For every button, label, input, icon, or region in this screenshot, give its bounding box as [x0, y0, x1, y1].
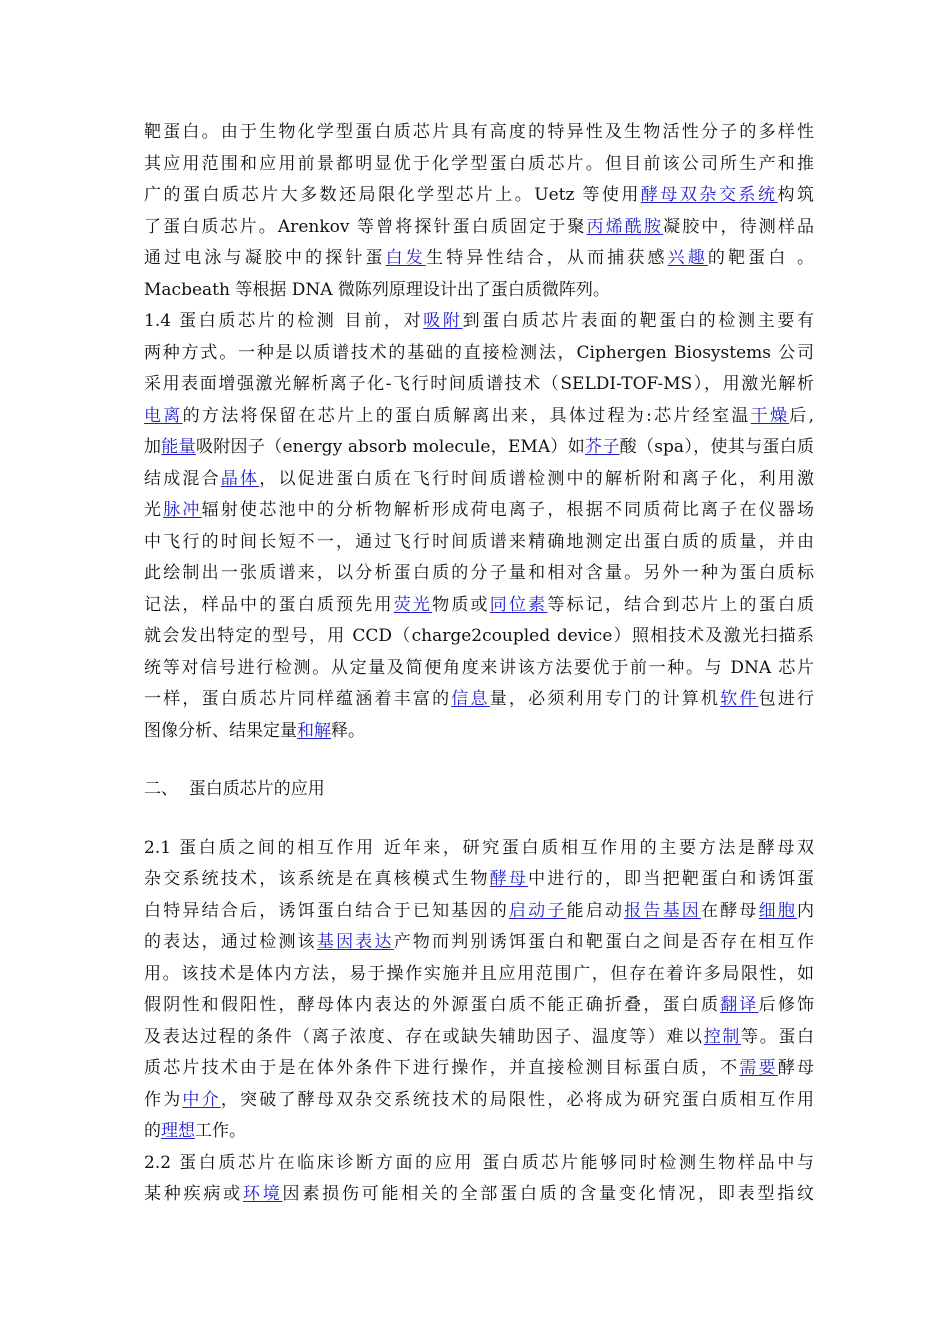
text-segment: 及表达过程的条件（离子浓度、存在或缺失辅助因子、温度等）难以	[144, 1026, 704, 1047]
text-line	[144, 117, 814, 149]
text-line	[144, 558, 814, 590]
text-segment: 后,	[789, 405, 815, 426]
text-segment: 中进行的，即当把靶蛋白和诱饵蛋	[528, 869, 815, 889]
text-line	[144, 275, 814, 307]
text-line	[144, 990, 814, 1022]
text-segment: 统等对信号进行检测。从定量及简便角度来讲该方法要优于前一种。与 DNA 芯片	[144, 657, 814, 678]
inline-link[interactable]: 晶体	[220, 468, 260, 489]
text-line	[144, 590, 814, 622]
text-line	[144, 896, 814, 928]
text-segment: ，突破了酵母双杂交系统技术的局限性，必将成为研究蛋白质相互作用	[220, 1089, 815, 1110]
text-line	[144, 527, 814, 559]
text-line	[144, 495, 814, 527]
text-line	[144, 621, 814, 653]
text-segment: 作为	[144, 1089, 183, 1110]
text-line	[144, 653, 814, 685]
text-line	[144, 1085, 814, 1117]
text-segment: 中飞行的时间长短不一，通过飞行时间质谱来精确地测定出蛋白质的质量，并由	[144, 531, 814, 552]
inline-link[interactable]: 需要	[739, 1058, 778, 1078]
text-segment: 辐射使芯池中的分析物解析形成荷电离子，根据不同质荷比离子在仪器场	[201, 500, 815, 520]
text-segment: 结成混合	[144, 468, 221, 489]
inline-link[interactable]: 丙烯酰胺	[586, 216, 664, 237]
inline-link[interactable]: 吸附	[423, 311, 463, 331]
text-segment: 1.4 蛋白质芯片的检测 目前，对	[144, 311, 424, 331]
text-segment: 2.1 蛋白质之间的相互作用 近年来，研究蛋白质相互作用的主要方法是酵母双	[144, 837, 814, 858]
text-segment: 的靶蛋白 。	[707, 248, 815, 268]
inline-link[interactable]: 细胞	[758, 900, 798, 921]
text-segment: Macbeath 等根据 DNA 微陈列原理设计出了蛋白质微阵列。	[144, 279, 610, 300]
inline-link[interactable]: 启动子	[508, 900, 567, 921]
inline-link[interactable]: 信息	[451, 689, 490, 709]
inline-link[interactable]: 报告基因	[624, 900, 701, 921]
inline-link[interactable]: 兴趣	[667, 248, 708, 268]
text-line	[144, 149, 814, 181]
text-segment: 2.2 蛋白质芯片在临床诊断方面的应用 蛋白质芯片能够同时检测生物样品中与	[144, 1152, 814, 1173]
text-segment: 就会发出特定的型号，用 CCD（charge2coupled device）照相技术及激光扫描系	[144, 626, 814, 646]
text-segment: 内	[797, 900, 815, 921]
text-line	[144, 1053, 814, 1085]
text-line	[144, 684, 814, 716]
text-segment: 靶蛋白。由于生物化学型蛋白质芯片具有高度的特异性及生物活性分子的多样性	[144, 122, 814, 142]
inline-link[interactable]: 酵母	[489, 869, 529, 889]
text-line	[144, 1022, 814, 1054]
text-segment: 凝胶中，待测样品	[663, 216, 815, 237]
blank-line	[144, 747, 814, 774]
text-line	[144, 369, 814, 401]
text-line	[144, 243, 814, 275]
text-segment: 因素损伤可能相关的全部蛋白质的含量变化情况，即表型指纹	[282, 1184, 815, 1204]
blank-line	[144, 806, 814, 833]
text-line	[144, 716, 814, 748]
inline-link[interactable]: 环境	[242, 1184, 283, 1204]
text-segment: 构筑	[777, 185, 814, 205]
inline-link[interactable]: 控制	[703, 1026, 742, 1047]
inline-link[interactable]: 荧光	[393, 594, 433, 615]
text-segment: 的	[144, 1121, 161, 1141]
inline-link[interactable]: 电离	[144, 405, 183, 426]
inline-link[interactable]: 基因表达	[316, 932, 394, 952]
text-line	[144, 774, 814, 806]
text-segment: 记法，样品中的蛋白质预先用	[144, 594, 394, 615]
text-segment: 量，必须利用专门的计算机	[489, 689, 721, 709]
inline-link[interactable]: 软件	[720, 689, 759, 709]
text-line	[144, 306, 814, 338]
inline-link[interactable]: 芥子	[585, 437, 620, 457]
inline-link[interactable]: 中介	[182, 1089, 221, 1110]
text-segment: 吸附因子（energy absorb molecule，EMA）如	[195, 437, 586, 457]
inline-link[interactable]: 同位素	[489, 594, 548, 615]
text-segment: 能启动	[566, 900, 625, 921]
text-line	[144, 432, 814, 464]
text-line	[144, 1148, 814, 1180]
text-line	[144, 1179, 814, 1211]
text-segment: 在酵母	[701, 900, 759, 921]
text-segment: 包进行	[758, 689, 815, 709]
text-line	[144, 833, 814, 865]
text-segment: 此绘制出一张质谱来，以分析蛋白质的分子量和相对含量。另外一种为蛋白质标	[144, 563, 814, 583]
text-segment: 用。该技术是体内方法，易于操作实施并且应用范围广，但存在着许多局限性，如	[144, 963, 814, 984]
text-line	[144, 927, 814, 959]
inline-link[interactable]: 脉冲	[163, 500, 202, 520]
text-segment: 生特异性结合，从而捕获感	[425, 248, 668, 268]
text-segment: 物质或	[432, 594, 490, 615]
text-segment: 通过电泳与凝胶中的探针蛋	[144, 248, 386, 268]
text-segment: 酸（spa），使其与蛋白质	[619, 437, 815, 457]
text-segment: 假阴性和假阳性，酵母体内表达的外源蛋白质不能正确折叠，蛋白质	[144, 995, 721, 1015]
text-segment: 产物而判别诱饵蛋白和靶蛋白之间是否存在相互作	[393, 932, 815, 952]
text-segment: 两种方式。一种是以质谱技术的基础的直接检测法，Ciphergen Biosystems 公司	[144, 342, 814, 363]
text-line	[144, 464, 814, 496]
inline-link[interactable]: 翻译	[720, 995, 759, 1015]
text-segment: 其应用范围和应用前景都明显优于化学型蛋白质芯片。但目前该公司所生产和推	[144, 153, 814, 174]
text-segment: 的表达，通过检测该	[144, 932, 317, 952]
text-segment: 图像分析、结果定量	[144, 720, 297, 741]
inline-link[interactable]: 酵母双杂交系统	[640, 185, 778, 205]
inline-link[interactable]: 干燥	[750, 405, 790, 426]
text-segment: 后修饰	[758, 995, 815, 1015]
text-segment: 酵母	[777, 1058, 815, 1078]
inline-link[interactable]: 和解	[297, 720, 331, 741]
text-line	[144, 401, 814, 433]
text-segment: 杂交系统技术，该系统是在真核模式生物	[144, 869, 490, 889]
text-segment: 释。	[331, 720, 365, 741]
text-segment: 质芯片技术由于是在体外条件下进行操作，并直接检测目标蛋白质，不	[144, 1058, 740, 1078]
inline-link[interactable]: 能量	[161, 437, 196, 457]
inline-link[interactable]: 理想	[161, 1121, 195, 1141]
text-segment: 工作。	[195, 1121, 246, 1141]
inline-link[interactable]: 白发	[385, 248, 426, 268]
text-segment: 到蛋白质芯片表面的靶蛋白的检测主要有	[462, 311, 815, 331]
text-segment: ，以促进蛋白质在飞行时间质谱检测中的解析附和离子化，利用激	[259, 468, 815, 489]
text-line	[144, 959, 814, 991]
text-segment: 广的蛋白质芯片大多数还局限化学型芯片上。Uetz 等使用	[144, 185, 641, 205]
document-body	[144, 117, 814, 1211]
text-line	[144, 338, 814, 370]
text-segment: 等。蛋白	[741, 1026, 815, 1047]
text-line	[144, 212, 814, 244]
text-segment: 等标记，结合到芯片上的蛋白质	[547, 594, 815, 615]
text-segment: 二、 蛋白质芯片的应用	[144, 779, 325, 799]
text-segment: 的方法将保留在芯片上的蛋白质解离出来，具体过程为:芯片经室温	[182, 405, 751, 426]
text-line	[144, 864, 814, 896]
text-line	[144, 180, 814, 212]
text-segment: 白特异结合后，诱饵蛋白结合于已知基因的	[144, 900, 509, 921]
text-segment: 了蛋白质芯片。Arenkov 等曾将探针蛋白质固定于聚	[144, 216, 587, 237]
text-segment: 加	[144, 437, 162, 457]
text-segment: 采用表面增强激光解析离子化-飞行时间质谱技术（SELDI-TOF-MS），用激光解析	[144, 374, 814, 394]
text-segment: 一样，蛋白质芯片同样蕴涵着丰富的	[144, 689, 452, 709]
text-line	[144, 1116, 814, 1148]
text-segment: 光	[144, 500, 164, 520]
text-segment: 某种疾病或	[144, 1184, 243, 1204]
